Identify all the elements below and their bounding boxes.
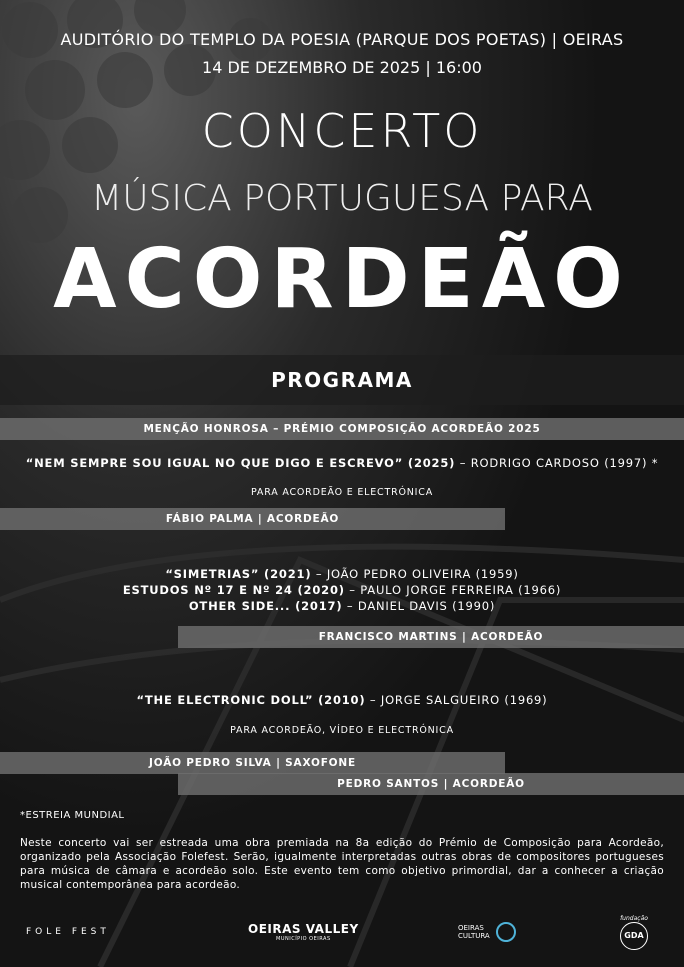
piece-3	[0, 583, 684, 597]
gda-logo	[620, 914, 648, 944]
performer-4-band: PEDRO SANTOS | ACORDEÃO	[178, 773, 684, 795]
description-paragraph: Neste concerto vai ser estreada uma obra premiada na 8a edição do Prémio de Composição para Acordeão, organizado pela Associação Folefest. Serão, igualmente interpretadas outras obras de compositores portugueses para música de câmara e acordeão solo. Este evento tem como objetivo primordial, dar a conhecer a criação musical contemporânea para acordeão.	[20, 837, 664, 891]
oeiras-cultura-text: OEIRAS CULTURA	[458, 924, 490, 940]
award-band: MENÇÃO HONROSA – PRÉMIO COMPOSIÇÃO ACORDEÃO 2025	[0, 418, 684, 440]
piece-1-title: “NEM SEMPRE SOU IGUAL NO QUE DIGO E ESCREVO” (2025)	[25, 456, 456, 470]
world-premiere-note: *ESTREIA MUNDIAL	[20, 810, 125, 821]
piece-2-title: “SIMETRIAS” (2021)	[165, 567, 312, 581]
performer-2-band: FRANCISCO MARTINS | ACORDEÃO	[178, 626, 684, 648]
piece-4-title: OTHER SIDE... (2017)	[188, 599, 343, 613]
piece-3-composer: – PAULO JORGE FERREIRA (1966)	[344, 583, 562, 597]
title-concerto: CONCERTO	[201, 104, 483, 158]
gda-text: GDA	[624, 931, 644, 940]
gda-top-text: fundação	[620, 914, 648, 922]
title-acordeao: ACORDEÃO	[53, 232, 631, 327]
oeiras-cultura-logo	[458, 920, 516, 944]
piece-4-composer: – DANIEL DAVIS (1990)	[342, 599, 496, 613]
oeiras-valley-logo	[248, 920, 359, 944]
piece-5-title: “THE ELECTRONIC DOLL” (2010)	[136, 693, 366, 707]
piece-3-title: ESTUDOS Nº 17 E Nº 24 (2020)	[122, 583, 345, 597]
performer-3-band: JOÃO PEDRO SILVA | SAXOFONE	[0, 752, 505, 774]
piece-1	[0, 456, 684, 470]
piece-2	[0, 567, 684, 581]
venue-text: AUDITÓRIO DO TEMPLO DA POESIA (PARQUE DOS POETAS) | OEIRAS	[60, 30, 624, 49]
title-musica: MÚSICA PORTUGUESA PARA	[91, 178, 593, 219]
piece-2-composer: – JOÃO PEDRO OLIVEIRA (1959)	[311, 567, 519, 581]
gda-circle-icon	[620, 922, 648, 950]
piece-5	[0, 693, 684, 707]
programa-heading: PROGRAMA	[0, 355, 684, 405]
date-text: 14 DE DEZEMBRO DE 2025 | 16:00	[202, 58, 482, 77]
piece-4	[0, 599, 684, 613]
folefest-logo: FOLE FEST	[26, 927, 110, 937]
oeiras-cultura-icon	[496, 922, 516, 942]
piece-5-composer: – JORGE SALGUEIRO (1969)	[365, 693, 548, 707]
oeiras-valley-sub: MUNICÍPIO OEIRAS	[276, 936, 331, 942]
piece-1-sub: PARA ACORDEÃO E ELECTRÓNICA	[250, 487, 434, 498]
piece-1-composer: – RODRIGO CARDOSO (1997) *	[455, 456, 659, 470]
piece-5-sub: PARA ACORDEÃO, VÍDEO E ELECTRÓNICA	[230, 725, 454, 736]
oeiras-valley-text: OEIRAS VALLEY	[248, 922, 359, 936]
performer-1-band: FÁBIO PALMA | ACORDEÃO	[0, 508, 505, 530]
